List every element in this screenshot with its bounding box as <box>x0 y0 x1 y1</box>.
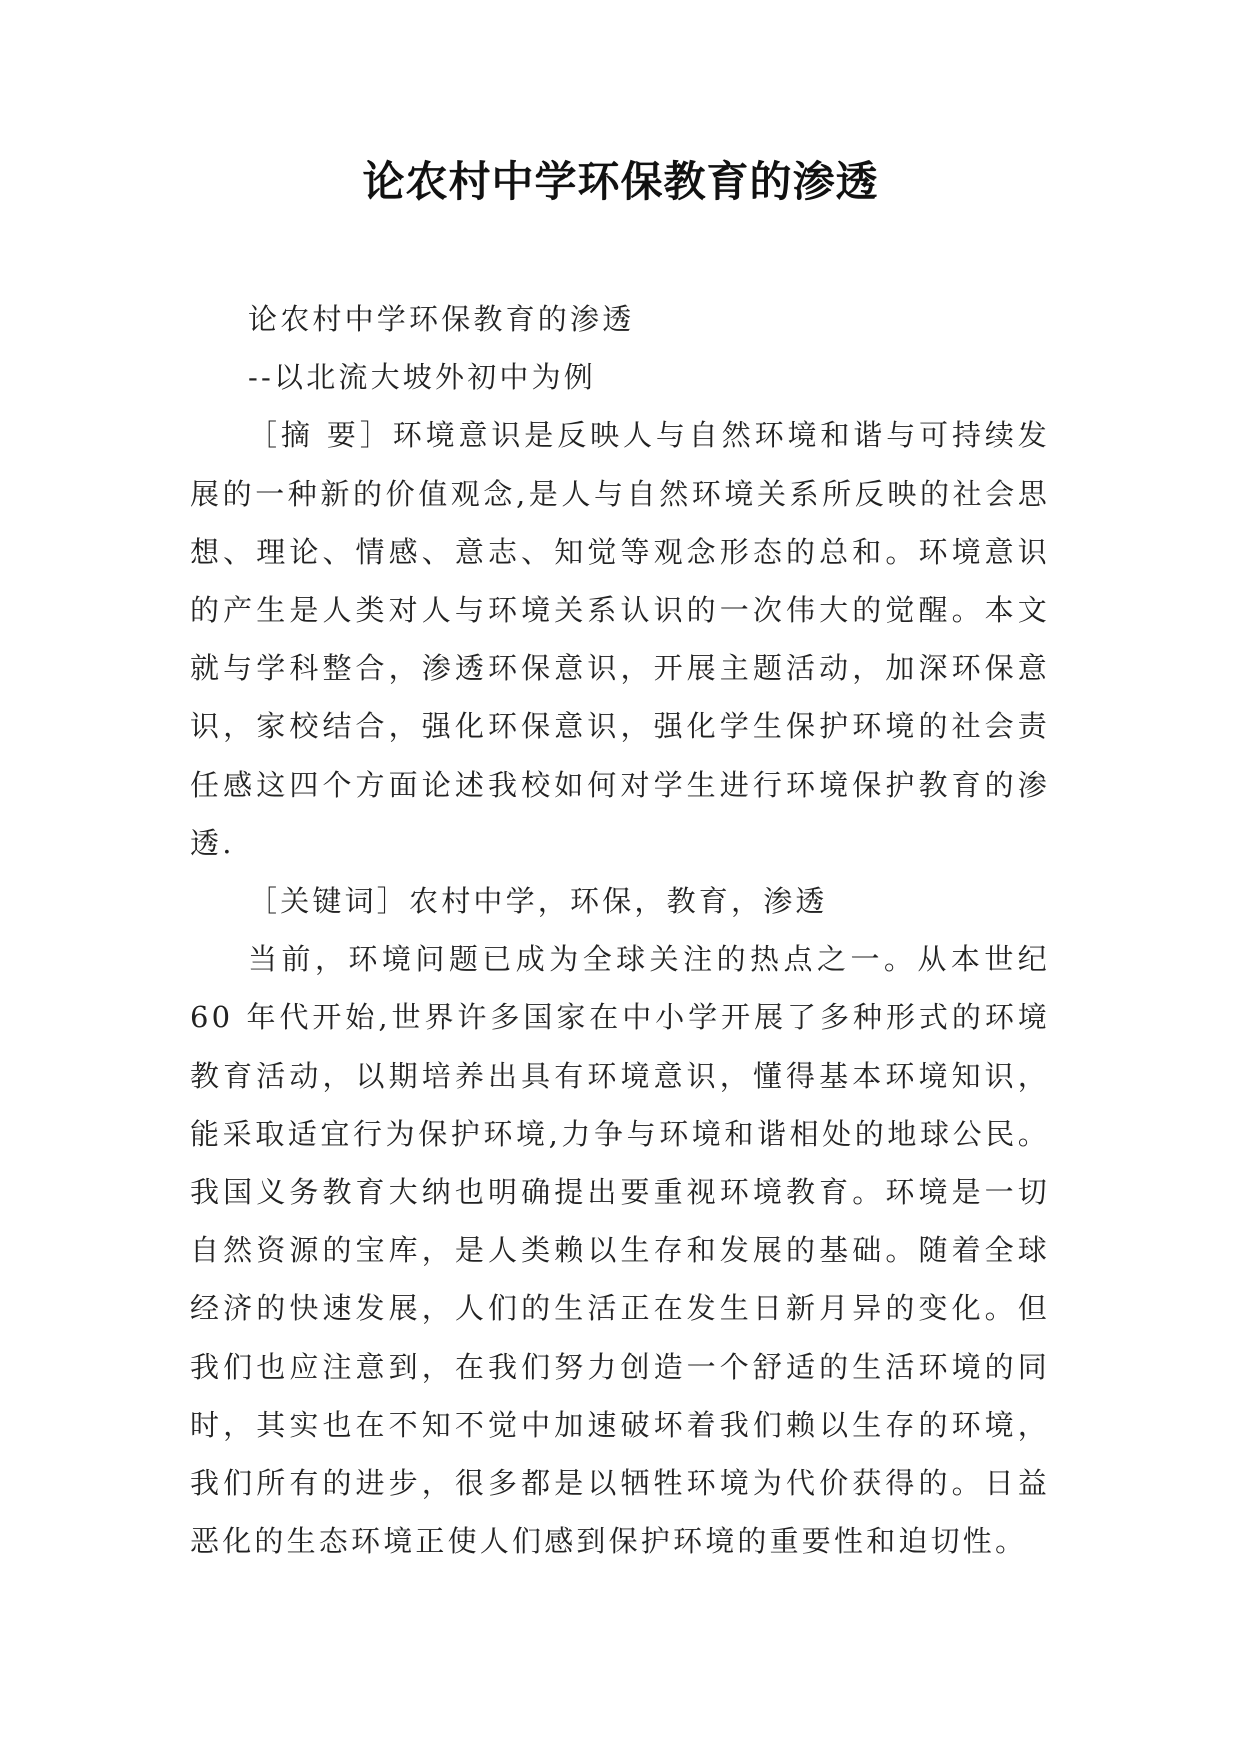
article-subtitle-line: --以北流大坡外初中为例 <box>248 360 596 395</box>
document-body <box>190 290 1050 1570</box>
body-paragraph: 当前，环境问题已成为全球关注的热点之一。从本世纪60 年代开始,世界许多国家在中小学开展了多种形式的环境教育活动，以期培养出具有环境意识，懂得基本环境知识，能采取适宜行为保护环境,力争与环境和谐相处的地球公民。我国义务教育大纳也明确提出要重视环境教育。环境是一切自然资源的宝库，是人类赖以生存和发展的基础。随着全球经济的快速发展，人们的生活正在发生日新月异的变化。但我们也应注意到，在我们努力创造一个舒适的生活环境的同时，其实也在不知不觉中加速破坏着我们赖以生存的环境，我们所有的进步，很多都是以牺牲环境为代价获得的。日益恶化的生态环境正使人们感到保护环境的重要性和迫切性。 <box>190 942 1050 1559</box>
document-title: 论农村中学环保教育的渗透 <box>362 157 879 206</box>
article-title-line: 论农村中学环保教育的渗透 <box>248 302 635 336</box>
keywords-paragraph: ［关键词］农村中学，环保，教育，渗透 <box>248 884 828 919</box>
abstract-paragraph: ［摘 要］环境意识是反映人与自然环境和谐与可持续发展的一种新的价值观念,是人与自然环境关系所反映的社会思想、理论、情感、意志、知觉等观念形态的总和。环境意识的产生是人类对人与环境关系认识的一次伟大的觉醒。本文就与学科整合，渗透环保意识，开展主题活动，加深环保意识，家校结合，强化环保意识，强化学生保护环境的社会责任感这四个方面论述我校如何对学生进行环境保护教育的渗透. <box>190 418 1050 860</box>
